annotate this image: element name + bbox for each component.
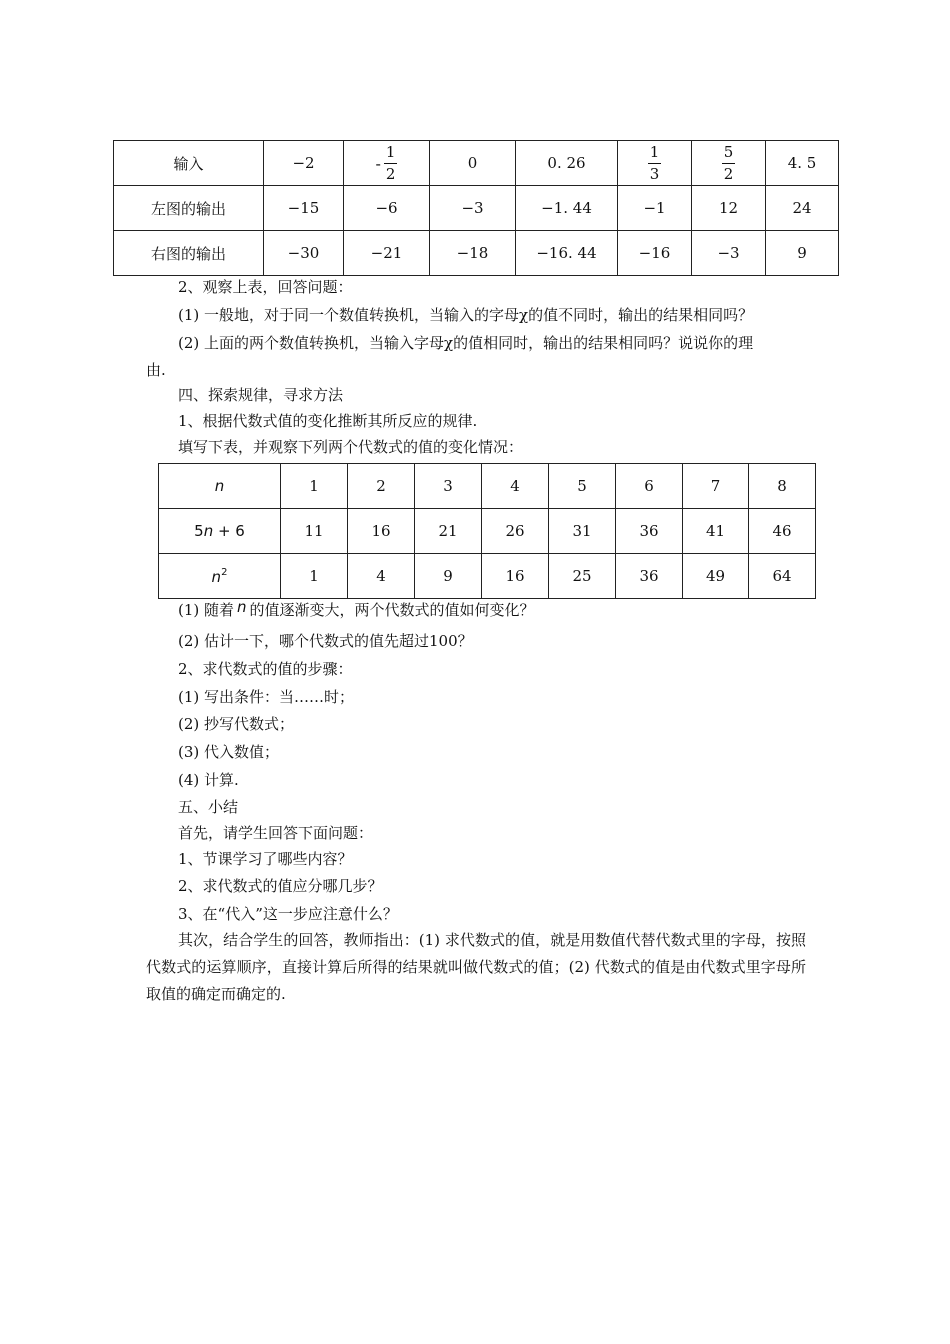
variable-n: n xyxy=(211,567,222,586)
table-cell: 25 xyxy=(549,554,616,599)
table-cell: 11 xyxy=(281,509,348,554)
constant-term: + 6 xyxy=(213,522,245,540)
table-cell: 1 xyxy=(281,554,348,599)
question-suffix: 的值逐渐变大，两个代数式的值如何变化？ xyxy=(249,601,535,619)
variable-n: n xyxy=(203,522,214,540)
denominator: 2 xyxy=(385,164,396,183)
table-cell: −6 xyxy=(344,186,430,231)
fraction xyxy=(384,142,398,183)
table-cell: 46 xyxy=(749,509,816,554)
converter-output-table xyxy=(113,140,839,276)
question-2-continued: 由. xyxy=(146,361,166,379)
intro-text: 首先，请学生回答下面问题： xyxy=(178,824,374,842)
table-cell: 36 xyxy=(616,509,683,554)
table-cell: −16. 44 xyxy=(516,231,618,276)
table-cell: 6 xyxy=(616,464,683,509)
table-cell: −30 xyxy=(264,231,344,276)
table-cell: 0 xyxy=(430,141,516,186)
variable-n: n xyxy=(214,477,225,495)
table-cell: −3 xyxy=(692,231,766,276)
table-cell: −15 xyxy=(264,186,344,231)
question-title: 2、观察上表，回答问题： xyxy=(178,278,353,296)
table-cell: 2 xyxy=(348,464,415,509)
table-row-label: 右图的输出 xyxy=(114,231,264,276)
table-cell: −2 xyxy=(264,141,344,186)
table-cell: 1 xyxy=(281,464,348,509)
table-cell xyxy=(618,141,692,186)
section-heading: 四、探索规律，寻求方法 xyxy=(178,386,344,404)
step-item: (1) 写出条件：当……时； xyxy=(178,688,355,706)
question-prefix: (1) 随着 xyxy=(178,601,235,619)
table-row xyxy=(159,554,816,599)
table-cell: −16 xyxy=(618,231,692,276)
table-cell: 41 xyxy=(683,509,749,554)
table-cell: 4. 5 xyxy=(766,141,839,186)
table-cell xyxy=(692,141,766,186)
variable-n: n xyxy=(237,598,247,616)
table-cell: 9 xyxy=(415,554,482,599)
coefficient: 5 xyxy=(194,522,204,540)
table-row-label xyxy=(159,509,281,554)
table-cell: −3 xyxy=(430,186,516,231)
step-item: (4) 计算. xyxy=(178,771,239,789)
table-row-label xyxy=(159,554,281,599)
question-1 xyxy=(178,600,535,620)
table-header-cell: 输入 xyxy=(114,141,264,186)
table-cell: 26 xyxy=(482,509,549,554)
table-cell: −1 xyxy=(618,186,692,231)
list-item: 1、根据代数式值的变化推断其所反应的规律. xyxy=(178,412,478,430)
table-row xyxy=(114,231,839,276)
steps-title: 2、求代数式的值的步骤： xyxy=(178,660,353,678)
numerator: 5 xyxy=(723,142,734,161)
table-row xyxy=(159,509,816,554)
table-cell: 24 xyxy=(766,186,839,231)
denominator: 2 xyxy=(723,164,734,183)
step-item: (2) 抄写代数式； xyxy=(178,715,295,733)
instruction-text: 填写下表，并观察下列两个代数式的值的变化情况： xyxy=(178,438,524,456)
expression-5n-plus-6 xyxy=(194,522,245,540)
step-item: (3) 代入数值； xyxy=(178,743,280,761)
section-heading: 五、小结 xyxy=(178,798,239,816)
expression-values-table xyxy=(158,463,816,599)
table-row-label: 左图的输出 xyxy=(114,186,264,231)
table-cell: 0. 26 xyxy=(516,141,618,186)
table-cell: 7 xyxy=(683,464,749,509)
table-cell: 16 xyxy=(348,509,415,554)
table-cell xyxy=(344,141,430,186)
table-cell: 4 xyxy=(482,464,549,509)
table-cell: 12 xyxy=(692,186,766,231)
fraction xyxy=(722,142,736,183)
table-row xyxy=(159,464,816,509)
table-cell: 49 xyxy=(683,554,749,599)
expression-n-squared xyxy=(212,568,228,586)
table-cell: −21 xyxy=(344,231,430,276)
table-cell: 4 xyxy=(348,554,415,599)
question-2: (2) 上面的两个数值转换机，当输入字母χ的值相同时，输出的结果相同吗？说说你的理 xyxy=(178,334,754,352)
table-cell: 64 xyxy=(749,554,816,599)
table-header-cell xyxy=(159,464,281,509)
numerator: 1 xyxy=(649,142,660,161)
denominator: 3 xyxy=(649,164,660,183)
numerator: 1 xyxy=(385,142,396,161)
list-item: 2、求代数式的值应分哪几步？ xyxy=(178,877,383,895)
table-cell: 5 xyxy=(549,464,616,509)
table-cell: −1. 44 xyxy=(516,186,618,231)
table-row xyxy=(114,141,839,186)
table-cell: 31 xyxy=(549,509,616,554)
table-cell: 16 xyxy=(482,554,549,599)
conclusion-paragraph: 其次，结合学生的回答，教师指出：(1) 求代数式的值，就是用数值代替代数式里的字母，按照代数式的运算顺序，直接计算后所得的结果就叫做代数式的值；(2) 代数式的值是由代数式里字母所取值的确定而确定的. xyxy=(146,931,806,1003)
question-1: (1) 一般地，对于同一个数值转换机，当输入的字母χ的值不同时，输出的结果相同吗？ xyxy=(178,306,754,324)
fraction xyxy=(648,142,662,183)
table-cell: 3 xyxy=(415,464,482,509)
table-cell: 21 xyxy=(415,509,482,554)
table-cell: 8 xyxy=(749,464,816,509)
table-cell: 9 xyxy=(766,231,839,276)
minus-sign: - xyxy=(375,153,381,173)
question-2: (2) 估计一下，哪个代数式的值先超过100？ xyxy=(178,632,473,650)
list-item: 1、节课学习了哪些内容？ xyxy=(178,850,353,868)
exponent: 2 xyxy=(221,566,228,578)
table-cell: 36 xyxy=(616,554,683,599)
table-row xyxy=(114,186,839,231)
list-item: 3、在“代入”这一步应注意什么？ xyxy=(178,905,398,923)
table-cell: −18 xyxy=(430,231,516,276)
